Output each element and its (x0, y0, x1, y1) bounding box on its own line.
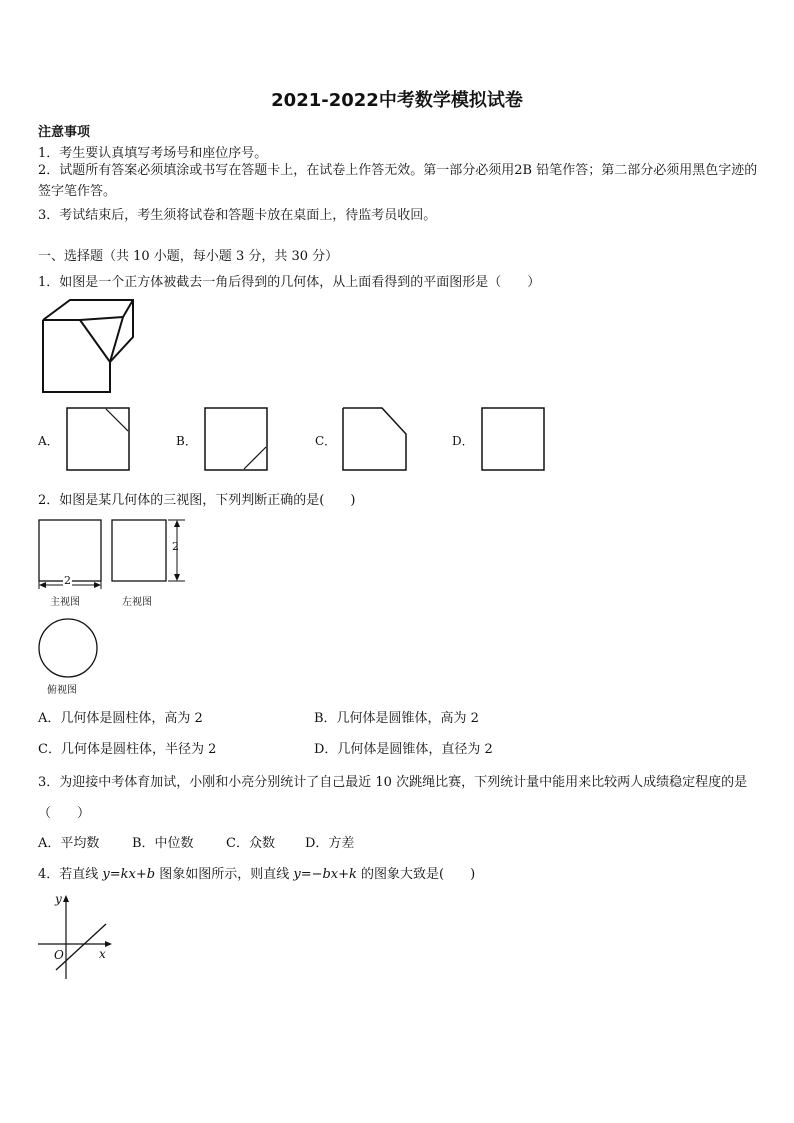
q4-equation-2: y=−bx+k (293, 867, 357, 882)
q4-axes-figure (36, 894, 116, 984)
q3-option-b[interactable]: B．中位数 (132, 836, 194, 851)
q2-option-a[interactable]: A．几何体是圆柱体，高为 2 (38, 711, 203, 726)
question-1-stem: 1．如图是一个正方体被截去一角后得到的几何体，从上面看得到的平面图形是（ ） (38, 275, 541, 290)
q1-option-d-figure[interactable] (481, 407, 545, 471)
q4-axis-x-label: x (99, 947, 106, 961)
notice-item: 2．试题所有答案必须填涂或书写在答题卡上，在试卷上作答无效。第一部分必须用2B 铅笔作答；第二部分必须用黑色字迹的签字笔作答。 (38, 163, 758, 199)
q1-cube-figure (40, 297, 140, 397)
section-heading: 一、选择题（共 10 小题，每小题 3 分，共 30 分） (38, 249, 339, 264)
q1-option-a-figure[interactable] (66, 407, 130, 471)
q1-option-b-label: B． (176, 434, 197, 448)
q1-option-b-figure[interactable] (204, 407, 268, 471)
q2-top-caption: 俯视图 (47, 685, 77, 696)
q4-axis-y-label: y (55, 892, 62, 906)
notice-item: 1．考生要认真填写考场号和座位序号。 (38, 146, 268, 161)
q3-option-c[interactable]: C．众数 (226, 836, 275, 851)
notice-heading: 注意事项 (38, 125, 91, 140)
q2-dim-width: 2 (64, 574, 71, 587)
question-4-stem (38, 863, 475, 882)
q2-left-caption: 左视图 (122, 597, 152, 608)
q2-top-view (38, 618, 100, 680)
q3-option-d[interactable]: D．方差 (305, 836, 355, 851)
q2-left-view (111, 519, 191, 585)
q1-option-c-label: C． (315, 434, 337, 448)
q2-option-b[interactable]: B．几何体是圆锥体，高为 2 (314, 711, 479, 726)
q4-stem-part: 图象如图所示，则直线 (155, 867, 294, 882)
q2-option-c[interactable]: C．几何体是圆柱体，半径为 2 (38, 742, 217, 757)
notice-item: 3．考试结束后，考生须将试卷和答题卡放在桌面上，待监考员收回。 (38, 208, 437, 223)
q4-equation-1: y=kx+b (102, 867, 156, 882)
q2-front-caption: 主视图 (50, 597, 80, 608)
q1-option-d-label: D． (452, 434, 474, 448)
q1-option-a-label: A． (38, 434, 59, 448)
q4-origin-label: O (54, 948, 64, 962)
page-title: 2021-2022中考数学模拟试卷 (271, 90, 523, 111)
q1-option-c-figure[interactable] (342, 407, 408, 471)
q4-stem-part: 4．若直线 (38, 867, 103, 882)
question-3-stem: 3．为迎接中考体育加试，小刚和小亮分别统计了自己最近 10 次跳绳比赛，下列统计量中能用来比较两人成绩稳定程度的是 （ ） (38, 775, 761, 821)
q2-dim-height: 2 (172, 540, 179, 553)
question-2-stem: 2．如图是某几何体的三视图，下列判断正确的是( ) (38, 493, 356, 508)
q3-option-a[interactable]: A．平均数 (38, 836, 100, 851)
q2-option-d[interactable]: D．几何体是圆锥体，直径为 2 (314, 742, 493, 757)
q4-stem-part: 的图象大致是( ) (356, 867, 476, 882)
